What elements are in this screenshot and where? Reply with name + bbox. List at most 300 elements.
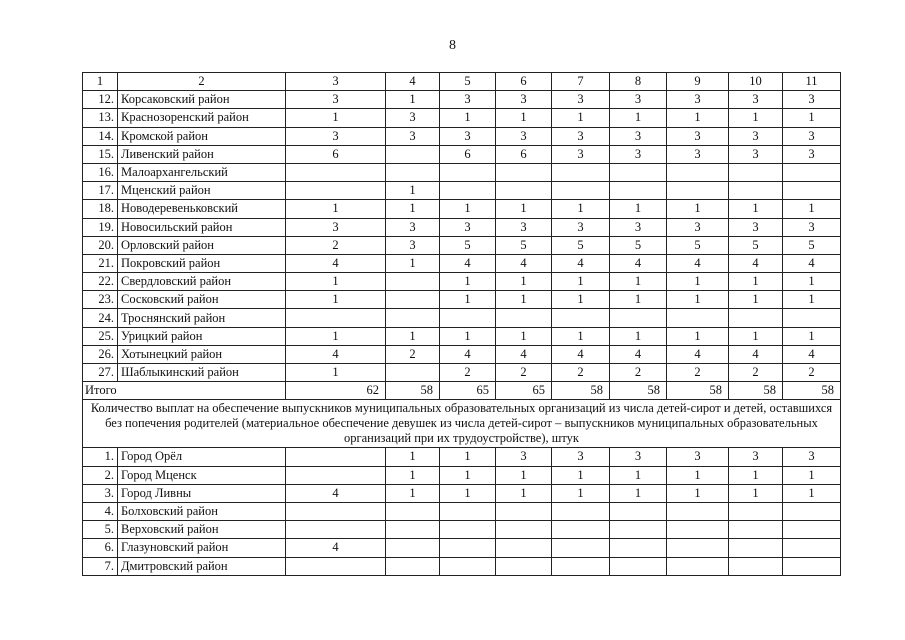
total-value-cell: 62: [286, 382, 386, 400]
value-cell: 1: [496, 200, 552, 218]
value-cell: 1: [610, 109, 667, 127]
value-cell: 3: [783, 145, 841, 163]
value-cell: 1: [667, 484, 729, 502]
value-cell: 1: [783, 200, 841, 218]
district-name-cell: Шаблыкинский район: [118, 364, 286, 382]
value-cell: [386, 163, 440, 181]
district-name-cell: Дмитровский район: [118, 557, 286, 575]
value-cell: 1: [386, 200, 440, 218]
value-cell: 3: [783, 91, 841, 109]
row-number-cell: 1.: [83, 448, 118, 466]
value-cell: 4: [610, 254, 667, 272]
value-cell: 1: [440, 448, 496, 466]
value-cell: 1: [552, 109, 610, 127]
value-cell: [667, 557, 729, 575]
value-cell: 4: [552, 345, 610, 363]
value-cell: [783, 182, 841, 200]
value-cell: 3: [386, 236, 440, 254]
value-cell: [729, 521, 783, 539]
total-value-cell: 58: [667, 382, 729, 400]
value-cell: 4: [496, 254, 552, 272]
total-value-cell: 58: [783, 382, 841, 400]
value-cell: [610, 309, 667, 327]
value-cell: 3: [496, 218, 552, 236]
value-cell: 3: [667, 218, 729, 236]
value-cell: 1: [729, 273, 783, 291]
district-name-cell: Ливенский район: [118, 145, 286, 163]
value-cell: [440, 557, 496, 575]
district-name-cell: Город Орёл: [118, 448, 286, 466]
value-cell: [667, 182, 729, 200]
table-row: [83, 291, 841, 309]
value-cell: [729, 182, 783, 200]
row-number-cell: 2.: [83, 466, 118, 484]
row-number-cell: 5.: [83, 521, 118, 539]
value-cell: 1: [667, 327, 729, 345]
value-cell: 3: [552, 448, 610, 466]
district-name-cell: Орловский район: [118, 236, 286, 254]
value-cell: 1: [552, 291, 610, 309]
value-cell: [552, 557, 610, 575]
value-cell: 4: [496, 345, 552, 363]
value-cell: [286, 502, 386, 520]
value-cell: 1: [386, 484, 440, 502]
district-name-cell: Глазуновский район: [118, 539, 286, 557]
value-cell: 3: [729, 127, 783, 145]
district-name-cell: Урицкий район: [118, 327, 286, 345]
value-cell: 3: [729, 448, 783, 466]
value-cell: 2: [610, 364, 667, 382]
value-cell: 3: [610, 218, 667, 236]
value-cell: 1: [440, 109, 496, 127]
value-cell: 1: [783, 327, 841, 345]
value-cell: 1: [610, 291, 667, 309]
value-cell: [783, 521, 841, 539]
column-number-cell: 8: [610, 73, 667, 91]
value-cell: 4: [552, 254, 610, 272]
value-cell: 3: [440, 91, 496, 109]
payments-table: [82, 72, 841, 576]
value-cell: [286, 163, 386, 181]
value-cell: 1: [729, 484, 783, 502]
table-row: [83, 448, 841, 466]
value-cell: 3: [729, 218, 783, 236]
value-cell: 1: [667, 291, 729, 309]
value-cell: [440, 521, 496, 539]
value-cell: 3: [729, 91, 783, 109]
district-name-cell: Кромской район: [118, 127, 286, 145]
value-cell: 3: [610, 91, 667, 109]
value-cell: 3: [610, 145, 667, 163]
value-cell: [496, 309, 552, 327]
value-cell: [552, 182, 610, 200]
value-cell: 1: [783, 273, 841, 291]
value-cell: 3: [496, 91, 552, 109]
value-cell: 3: [386, 127, 440, 145]
value-cell: [440, 182, 496, 200]
table-row: [83, 145, 841, 163]
table-row: [83, 484, 841, 502]
district-name-cell: Хотынецкий район: [118, 345, 286, 363]
value-cell: 5: [552, 236, 610, 254]
column-number-cell: 5: [440, 73, 496, 91]
value-cell: 2: [552, 364, 610, 382]
value-cell: [286, 557, 386, 575]
row-number-cell: 14.: [83, 127, 118, 145]
value-cell: [783, 502, 841, 520]
row-number-cell: 6.: [83, 539, 118, 557]
row-number-cell: 27.: [83, 364, 118, 382]
value-cell: 1: [610, 273, 667, 291]
table-row: [83, 521, 841, 539]
value-cell: 1: [386, 182, 440, 200]
column-number-cell: 7: [552, 73, 610, 91]
value-cell: [667, 521, 729, 539]
value-cell: 1: [610, 466, 667, 484]
table-row: [83, 502, 841, 520]
value-cell: 4: [286, 484, 386, 502]
total-value-cell: 58: [610, 382, 667, 400]
value-cell: 3: [783, 218, 841, 236]
value-cell: [386, 539, 440, 557]
value-cell: 1: [386, 448, 440, 466]
district-name-cell: Краснозоренский район: [118, 109, 286, 127]
value-cell: [729, 502, 783, 520]
value-cell: 1: [440, 484, 496, 502]
value-cell: [610, 163, 667, 181]
row-number-cell: 4.: [83, 502, 118, 520]
value-cell: 1: [610, 484, 667, 502]
value-cell: 6: [440, 145, 496, 163]
value-cell: 6: [286, 145, 386, 163]
value-cell: 1: [386, 466, 440, 484]
value-cell: 3: [386, 218, 440, 236]
value-cell: 3: [610, 127, 667, 145]
value-cell: 1: [440, 466, 496, 484]
value-cell: [783, 557, 841, 575]
row-number-cell: 23.: [83, 291, 118, 309]
value-cell: 2: [286, 236, 386, 254]
value-cell: 1: [783, 484, 841, 502]
value-cell: 1: [667, 200, 729, 218]
value-cell: [386, 145, 440, 163]
value-cell: 2: [386, 345, 440, 363]
district-name-cell: Сосковский район: [118, 291, 286, 309]
column-number-cell: 4: [386, 73, 440, 91]
value-cell: 1: [286, 109, 386, 127]
value-cell: [667, 539, 729, 557]
value-cell: 1: [440, 200, 496, 218]
value-cell: [729, 539, 783, 557]
value-cell: 5: [610, 236, 667, 254]
column-number-cell: 3: [286, 73, 386, 91]
value-cell: [552, 163, 610, 181]
value-cell: [552, 521, 610, 539]
value-cell: 3: [286, 91, 386, 109]
value-cell: 1: [386, 327, 440, 345]
value-cell: 3: [496, 448, 552, 466]
value-cell: [610, 539, 667, 557]
value-cell: 3: [440, 218, 496, 236]
value-cell: [386, 557, 440, 575]
value-cell: [386, 273, 440, 291]
value-cell: [386, 502, 440, 520]
value-cell: [440, 539, 496, 557]
value-cell: 3: [552, 218, 610, 236]
value-cell: 1: [729, 327, 783, 345]
value-cell: [783, 539, 841, 557]
table-row: [83, 163, 841, 181]
value-cell: [783, 163, 841, 181]
value-cell: 5: [729, 236, 783, 254]
value-cell: 4: [729, 254, 783, 272]
value-cell: [386, 521, 440, 539]
table-row: [83, 236, 841, 254]
column-number-row: [83, 73, 841, 91]
district-name-cell: Покровский район: [118, 254, 286, 272]
table-row: [83, 182, 841, 200]
value-cell: 5: [667, 236, 729, 254]
value-cell: 1: [496, 484, 552, 502]
value-cell: 1: [286, 273, 386, 291]
section-title-row: [83, 400, 841, 448]
district-name-cell: Верховский район: [118, 521, 286, 539]
row-number-cell: 19.: [83, 218, 118, 236]
value-cell: [552, 539, 610, 557]
value-cell: [610, 521, 667, 539]
value-cell: 1: [552, 200, 610, 218]
value-cell: [286, 521, 386, 539]
district-name-cell: Мценский район: [118, 182, 286, 200]
table-row: [83, 127, 841, 145]
value-cell: [610, 502, 667, 520]
table-row: [83, 254, 841, 272]
value-cell: [386, 364, 440, 382]
value-cell: 1: [496, 109, 552, 127]
value-cell: [440, 309, 496, 327]
table-row: [83, 327, 841, 345]
value-cell: 5: [440, 236, 496, 254]
value-cell: [386, 291, 440, 309]
row-number-cell: 12.: [83, 91, 118, 109]
value-cell: 1: [552, 466, 610, 484]
value-cell: 4: [667, 345, 729, 363]
table-row: [83, 539, 841, 557]
value-cell: [496, 163, 552, 181]
value-cell: 3: [667, 127, 729, 145]
value-cell: 3: [552, 145, 610, 163]
row-number-cell: 13.: [83, 109, 118, 127]
column-number-cell: 2: [118, 73, 286, 91]
value-cell: 1: [496, 327, 552, 345]
table-row: [83, 345, 841, 363]
value-cell: 5: [496, 236, 552, 254]
value-cell: 3: [667, 145, 729, 163]
value-cell: 1: [286, 200, 386, 218]
value-cell: 4: [729, 345, 783, 363]
value-cell: [496, 521, 552, 539]
value-cell: [496, 182, 552, 200]
value-cell: 1: [552, 273, 610, 291]
value-cell: 3: [386, 109, 440, 127]
value-cell: [667, 309, 729, 327]
value-cell: 3: [729, 145, 783, 163]
value-cell: 3: [496, 127, 552, 145]
value-cell: [610, 182, 667, 200]
total-value-cell: 65: [440, 382, 496, 400]
value-cell: 4: [286, 539, 386, 557]
total-value-cell: 65: [496, 382, 552, 400]
value-cell: 6: [496, 145, 552, 163]
value-cell: 4: [286, 345, 386, 363]
value-cell: 4: [286, 254, 386, 272]
value-cell: [783, 309, 841, 327]
value-cell: 1: [729, 291, 783, 309]
value-cell: 1: [729, 200, 783, 218]
value-cell: 4: [783, 254, 841, 272]
value-cell: [496, 539, 552, 557]
value-cell: [286, 466, 386, 484]
value-cell: 1: [496, 466, 552, 484]
district-name-cell: Новосильский район: [118, 218, 286, 236]
district-name-cell: Новодеревеньковский: [118, 200, 286, 218]
value-cell: [729, 163, 783, 181]
district-name-cell: Свердловский район: [118, 273, 286, 291]
value-cell: 3: [667, 448, 729, 466]
value-cell: 4: [440, 345, 496, 363]
table-row: [83, 200, 841, 218]
value-cell: 5: [783, 236, 841, 254]
value-cell: [667, 502, 729, 520]
value-cell: [610, 557, 667, 575]
district-name-cell: Троснянский район: [118, 309, 286, 327]
column-number-cell: 10: [729, 73, 783, 91]
value-cell: 1: [610, 327, 667, 345]
value-cell: 1: [440, 273, 496, 291]
value-cell: 3: [552, 91, 610, 109]
row-number-cell: 15.: [83, 145, 118, 163]
value-cell: 3: [286, 218, 386, 236]
value-cell: 1: [386, 254, 440, 272]
column-number-cell: 11: [783, 73, 841, 91]
value-cell: 1: [440, 291, 496, 309]
value-cell: 3: [783, 448, 841, 466]
value-cell: 1: [552, 484, 610, 502]
district-name-cell: Малоархангельский: [118, 163, 286, 181]
value-cell: 3: [667, 91, 729, 109]
district-name-cell: Город Ливны: [118, 484, 286, 502]
value-cell: 2: [440, 364, 496, 382]
value-cell: 3: [286, 127, 386, 145]
value-cell: 2: [496, 364, 552, 382]
value-cell: 2: [729, 364, 783, 382]
value-cell: [496, 557, 552, 575]
value-cell: [440, 163, 496, 181]
value-cell: [286, 182, 386, 200]
value-cell: [496, 502, 552, 520]
value-cell: 1: [667, 273, 729, 291]
total-value-cell: 58: [552, 382, 610, 400]
row-number-cell: 21.: [83, 254, 118, 272]
row-number-cell: 18.: [83, 200, 118, 218]
total-value-cell: 58: [729, 382, 783, 400]
total-value-cell: 58: [386, 382, 440, 400]
value-cell: 2: [783, 364, 841, 382]
table-row: [83, 557, 841, 575]
row-number-cell: 16.: [83, 163, 118, 181]
table-row: [83, 466, 841, 484]
row-number-cell: 7.: [83, 557, 118, 575]
value-cell: 1: [386, 91, 440, 109]
table-row: [83, 109, 841, 127]
table-body: [83, 73, 841, 576]
value-cell: 1: [783, 291, 841, 309]
value-cell: 1: [729, 466, 783, 484]
row-number-cell: 20.: [83, 236, 118, 254]
row-number-cell: 17.: [83, 182, 118, 200]
value-cell: 1: [496, 273, 552, 291]
value-cell: [386, 309, 440, 327]
district-name-cell: Город Мценск: [118, 466, 286, 484]
value-cell: 1: [667, 109, 729, 127]
page-number: 8: [449, 38, 456, 53]
district-name-cell: Корсаковский район: [118, 91, 286, 109]
value-cell: 3: [783, 127, 841, 145]
total-label-cell: Итого: [83, 382, 286, 400]
value-cell: 1: [496, 291, 552, 309]
value-cell: 4: [610, 345, 667, 363]
total-row: [83, 382, 841, 400]
value-cell: 1: [783, 466, 841, 484]
value-cell: 1: [440, 327, 496, 345]
value-cell: 2: [667, 364, 729, 382]
value-cell: 1: [667, 466, 729, 484]
column-number-cell: 6: [496, 73, 552, 91]
column-number-cell: 1: [83, 73, 118, 91]
value-cell: 3: [552, 127, 610, 145]
section-title-cell: Количество выплат на обеспечение выпускников муниципальных образовательных организаций из числа детей-сирот и детей, оставшихся без попечения родителей (материальное обеспечение девушек из числа детей-сирот – выпускников муниципальных образовательных организаций при их трудоустройстве), штук: [83, 400, 841, 448]
value-cell: 1: [783, 109, 841, 127]
value-cell: [286, 309, 386, 327]
value-cell: 4: [440, 254, 496, 272]
value-cell: [552, 309, 610, 327]
value-cell: 4: [667, 254, 729, 272]
value-cell: 3: [610, 448, 667, 466]
value-cell: 1: [286, 291, 386, 309]
value-cell: 3: [440, 127, 496, 145]
table-row: [83, 273, 841, 291]
row-number-cell: 25.: [83, 327, 118, 345]
column-number-cell: 9: [667, 73, 729, 91]
table-row: [83, 364, 841, 382]
value-cell: [729, 309, 783, 327]
row-number-cell: 24.: [83, 309, 118, 327]
table-row: [83, 309, 841, 327]
value-cell: [440, 502, 496, 520]
value-cell: 1: [610, 200, 667, 218]
value-cell: [286, 448, 386, 466]
row-number-cell: 3.: [83, 484, 118, 502]
table-row: [83, 91, 841, 109]
value-cell: 1: [729, 109, 783, 127]
district-name-cell: Болховский район: [118, 502, 286, 520]
row-number-cell: 22.: [83, 273, 118, 291]
value-cell: [729, 557, 783, 575]
value-cell: 4: [783, 345, 841, 363]
value-cell: 1: [552, 327, 610, 345]
table-row: [83, 218, 841, 236]
row-number-cell: 26.: [83, 345, 118, 363]
